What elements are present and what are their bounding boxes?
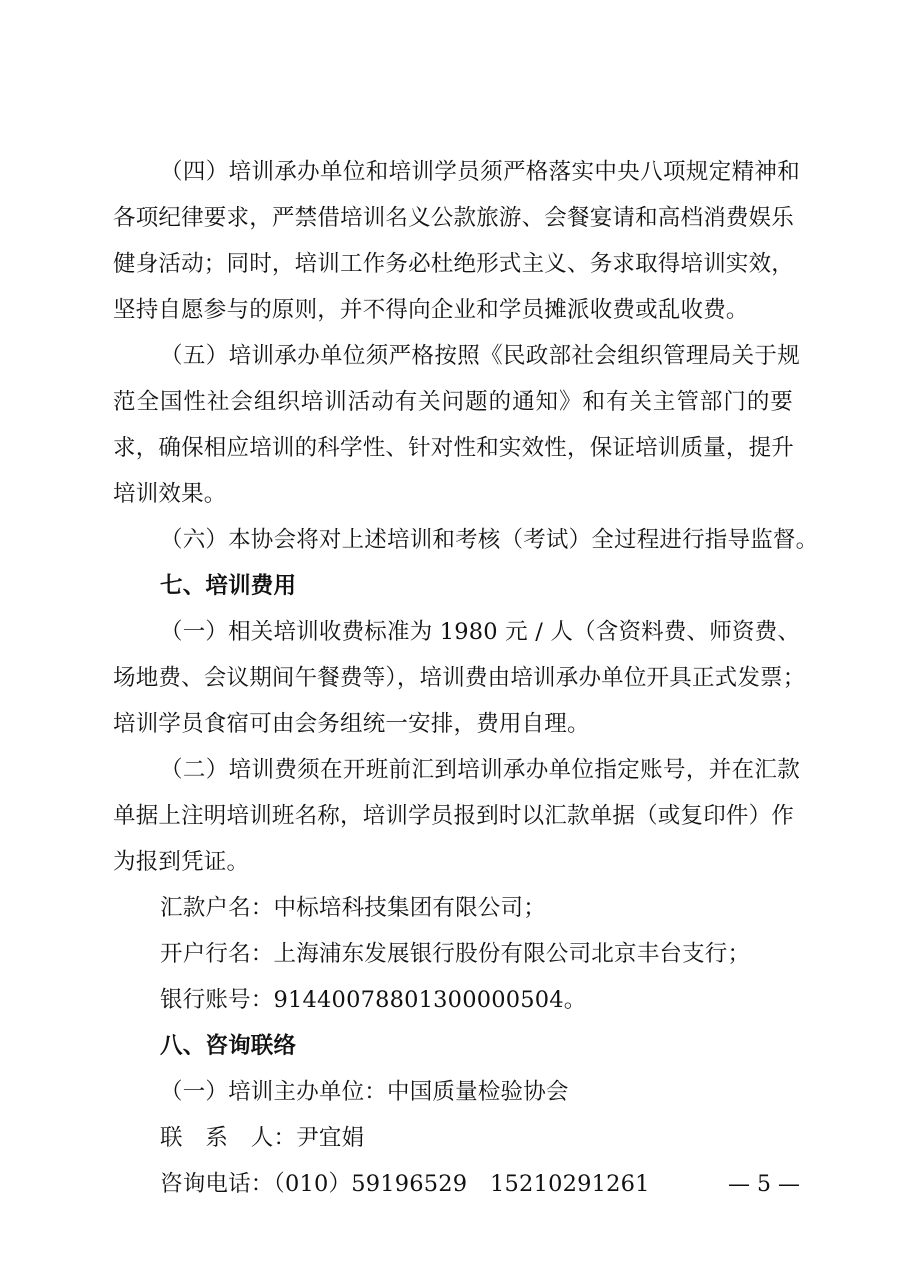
contact-phone-line: 咨询电话：（010）59196529 15210291261	[160, 1171, 650, 1197]
paragraph-line: 为报到凭证。	[113, 849, 250, 875]
paragraph-line: 求，确保相应培训的科学性、针对性和实效性，保证培训质量，提升	[113, 435, 795, 461]
paragraph-line: （五）培训承办单位须严格按照《民政部社会组织管理局关于规	[160, 343, 800, 369]
paragraph-line: 培训效果。	[113, 481, 227, 507]
paragraph-line: （二）培训费须在开班前汇到培训承办单位指定账号，并在汇款	[160, 757, 800, 783]
paragraph-line: （一）相关培训收费标准为 1980 元 / 人（含资料费、师资费、	[160, 619, 801, 645]
paragraph-line: 范全国性社会组织培训活动有关问题的通知》和有关主管部门的要	[113, 389, 793, 415]
paragraph-line: （六）本协会将对上述培训和考核（考试）全过程进行指导监督。	[160, 527, 819, 553]
section-heading-contact: 八、咨询联络	[160, 1033, 297, 1059]
paragraph-line: 健身活动；同时，培训工作务必杜绝形式主义、务求取得培训实效，	[113, 251, 795, 277]
contact-person-line: 联 系 人：尹宜娟	[160, 1125, 365, 1151]
paragraph-line: 培训学员食宿可由会务组统一安排，费用自理。	[113, 711, 590, 737]
page-number: — 5 —	[728, 1172, 800, 1197]
account-name-line: 汇款户名：中标培科技集团有限公司；	[160, 895, 546, 921]
paragraph-line: 各项纪律要求，严禁借培训名义公款旅游、会餐宴请和高档消费娱乐	[113, 205, 795, 231]
paragraph-line: （四）培训承办单位和培训学员须严格落实中央八项规定精神和	[160, 159, 800, 185]
organizer-line: （一）培训主办单位：中国质量检验协会	[160, 1079, 569, 1105]
bank-name-line: 开户行名：上海浦东发展银行股份有限公司北京丰台支行；	[160, 941, 751, 967]
paragraph-line: 单据上注明培训班名称，培训学员报到时以汇款单据（或复印件）作	[113, 803, 795, 829]
paragraph-line: 坚持自愿参与的原则，并不得向企业和学员摊派收费或乱收费。	[113, 297, 749, 323]
account-number-line: 银行账号：91440078801300000504。	[160, 987, 587, 1013]
section-heading-fees: 七、培训费用	[160, 573, 297, 599]
paragraph-line: 场地费、会议期间午餐费等），培训费由培训承办单位开具正式发票；	[113, 665, 806, 691]
